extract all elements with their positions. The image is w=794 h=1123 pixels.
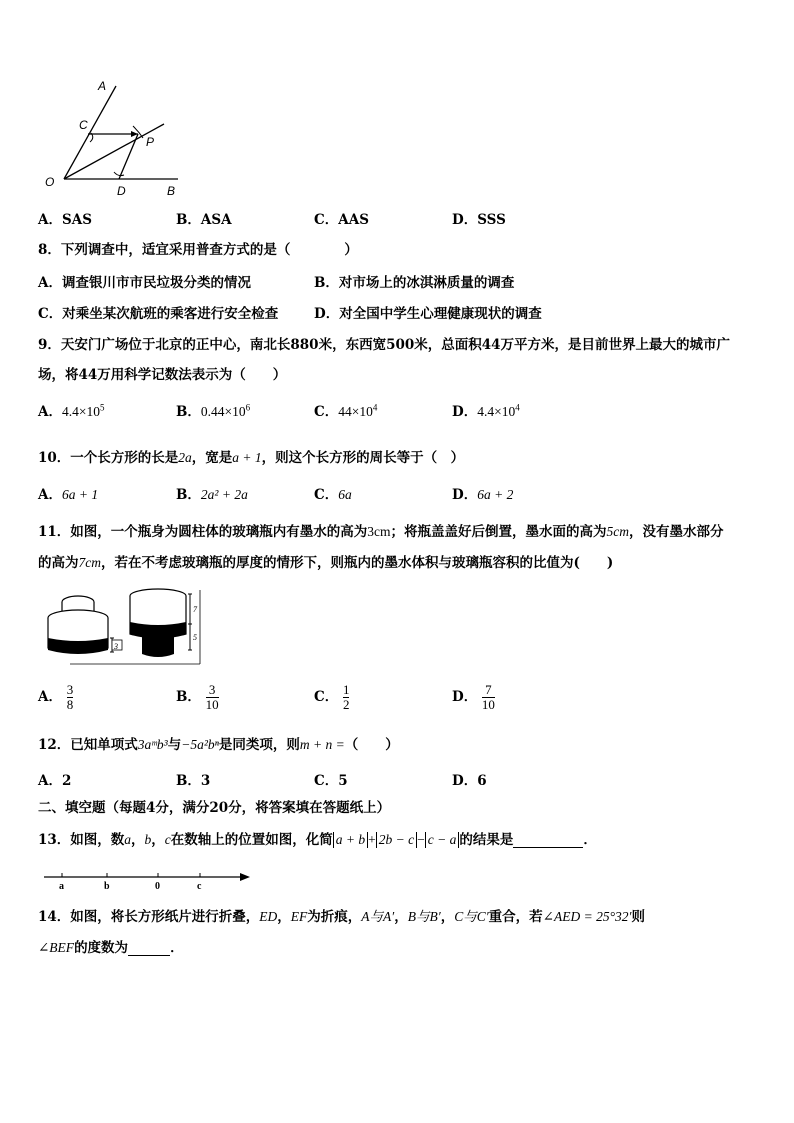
- q10-stem: 10．一个长方形的长是2a，宽是a + 1，则这个长方形的周长等于（ ）: [38, 450, 465, 466]
- q7-option-a[interactable]: A．SAS: [38, 212, 92, 228]
- q12-option-b[interactable]: B．3: [176, 773, 211, 789]
- q8-option-b[interactable]: B．对市场上的冰淇淋质量的调查: [314, 275, 515, 291]
- q10-option-b[interactable]: B．2a² + 2a: [176, 487, 248, 503]
- label-D: D: [117, 184, 126, 198]
- label-C: C: [79, 118, 88, 132]
- q9-stem-line1: 9．天安门广场位于北京的正中心，南北长880米，东西宽500米，总面积44万平方米，是目前世界上最大的城市广: [38, 337, 731, 353]
- q7-option-d[interactable]: D．SSS: [452, 212, 506, 228]
- q13-stem: 13．如图，数a，b，c在数轴上的位置如图，化简 a + b + 2b − c − c − a 的结果是 ．: [38, 832, 597, 848]
- q12-option-d[interactable]: D．6: [452, 773, 487, 789]
- q8-option-a[interactable]: A．调查银川市市民垃圾分类的情况: [38, 275, 251, 291]
- q12-option-c[interactable]: C．5: [314, 773, 348, 789]
- q10-option-c[interactable]: C．6a: [314, 487, 352, 503]
- ink-bottle-figure: [40, 588, 210, 666]
- q8-option-d[interactable]: D．对全国中学生心理健康现状的调查: [314, 306, 542, 322]
- q9-option-a[interactable]: A．$4.4\times 10^5$: [38, 402, 105, 420]
- q7-option-c[interactable]: C．AAS: [314, 212, 369, 228]
- q9-option-c[interactable]: C．$44\times 10^4$: [314, 402, 378, 420]
- q10-option-a[interactable]: A．6a + 1: [38, 487, 99, 503]
- height-label-3: 3: [114, 642, 118, 651]
- label-O: O: [45, 175, 55, 189]
- q11-option-d[interactable]: D． $\frac{7}{10}$: [452, 682, 495, 712]
- q14-stem-line1: 14．如图，将长方形纸片进行折叠，ED，EF为折痕，A与A′，B与B′，C与C′重合，若∠AED = 25°32′则: [38, 909, 645, 925]
- q9-stem-line2: 场，将44万用科学记数法表示为（ ）: [38, 367, 287, 383]
- q8-stem: 8．下列调查中，适宜采用普查方式的是（ ）: [38, 242, 358, 258]
- q11-option-b[interactable]: B． $\frac{3}{10}$: [176, 682, 219, 712]
- label-A: A: [98, 79, 107, 93]
- q12-stem: 12．已知单项式3aᵐb³与−5a²bⁿ是同类项，则m + n =（ ）: [38, 737, 399, 753]
- q7-option-b[interactable]: B．ASA: [176, 212, 232, 228]
- section-heading-fill-blank: 二、填空题（每题4分，满分20分，将答案填在答题纸上）: [38, 800, 391, 816]
- label-B: B: [167, 184, 176, 198]
- q14-answer-blank[interactable]: [128, 942, 170, 956]
- number-line-figure: [40, 866, 252, 892]
- height-label-5: 5: [193, 633, 197, 642]
- q13-answer-blank[interactable]: [513, 834, 583, 848]
- q12-option-a[interactable]: A．2: [38, 773, 72, 789]
- axis-label-a: a: [59, 881, 64, 892]
- q14-stem-line2: ∠BEF的度数为 ．: [38, 940, 184, 956]
- q11-option-c[interactable]: C． $\frac{1}{2}$: [314, 682, 350, 712]
- q8-option-c[interactable]: C．对乘坐某次航班的乘客进行安全检查: [38, 306, 279, 322]
- q11-stem-line2: 的高为7cm，若在不考虑玻璃瓶的厚度的情形下，则瓶内的墨水体积与玻璃瓶容积的比值为( ): [38, 555, 614, 571]
- axis-label-c: c: [197, 881, 202, 892]
- q10-option-d[interactable]: D．6a + 2: [452, 487, 514, 503]
- q9-option-d[interactable]: D．$4.4\times 10^4$: [452, 402, 520, 420]
- height-label-7: 7: [193, 605, 197, 614]
- q11-option-a[interactable]: A． $\frac{3}{8}$: [38, 682, 74, 712]
- q11-stem-line1: 11．如图，一个瓶身为圆柱体的玻璃瓶内有墨水的高为3cm；将瓶盖盖好后倒置，墨水面的高为5cm，没有墨水部分: [38, 524, 724, 540]
- axis-label-b: b: [104, 881, 110, 892]
- label-P: P: [146, 135, 155, 149]
- axis-label-0: 0: [155, 881, 160, 892]
- angle-construction-figure: [40, 76, 190, 198]
- q9-option-b[interactable]: B．$0.44\times 10^6$: [176, 402, 251, 420]
